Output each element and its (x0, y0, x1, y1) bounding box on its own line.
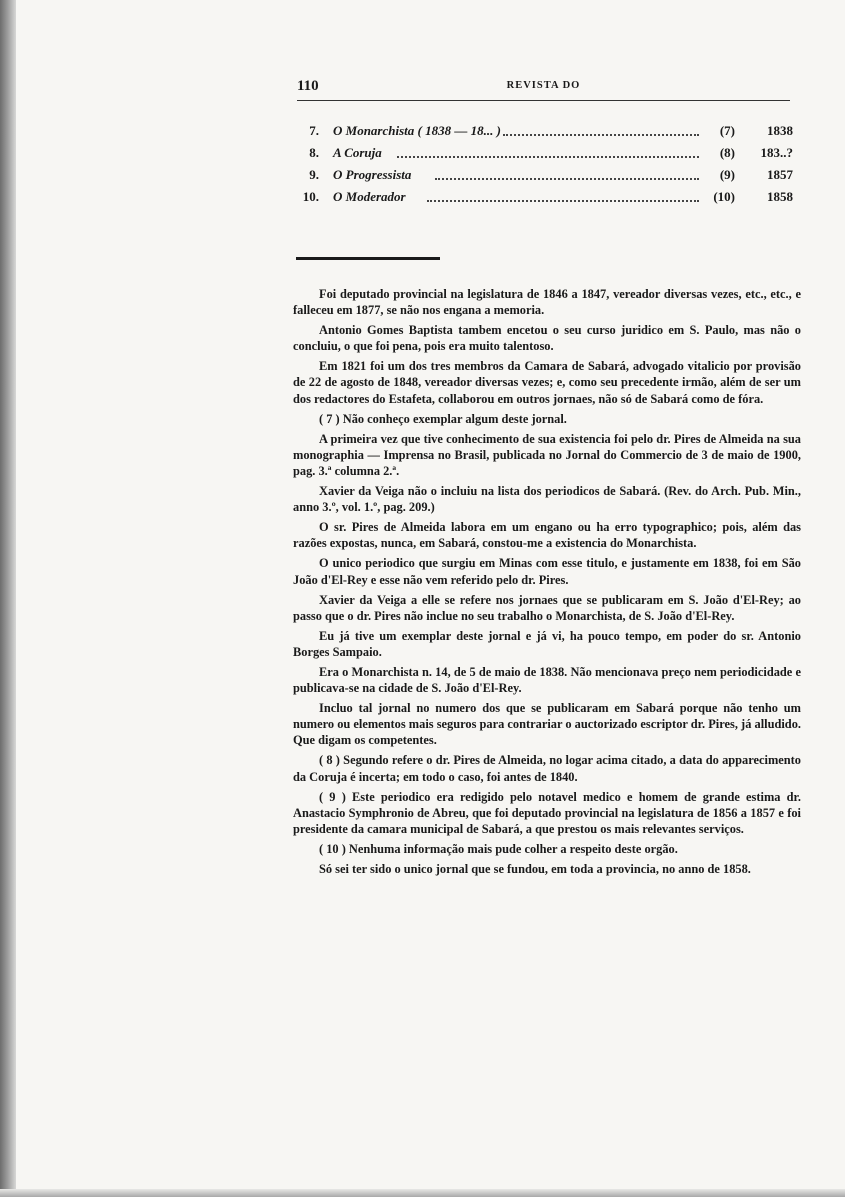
item-note-ref: (9) (719, 167, 735, 182)
scan-bottom-edge (0, 1189, 845, 1197)
dot-leader (503, 134, 699, 136)
running-title: REVISTA DO (506, 80, 581, 91)
footnote-separator (296, 257, 440, 260)
paragraph: Xavier da Veiga não o incluiu na lista dos periodicos de Sabará. (Rev. do Arch. Pub. Min., anno 3.º, vol. 1.º, pag. 209.) (293, 484, 801, 515)
list-item (297, 164, 797, 186)
paragraph: ( 7 ) Não conheço exemplar algum deste jornal. (319, 411, 567, 426)
item-number: 8. (309, 145, 319, 160)
dot-leader (397, 156, 699, 158)
paragraph: Eu já tive um exemplar deste jornal e já vi, ha pouco tempo, em poder do sr. Antonio Borges Sampaio. (293, 628, 801, 659)
footnotes (293, 286, 801, 881)
item-number: 9. (309, 167, 319, 182)
paragraph: Incluo tal jornal no numero dos que se publicaram em Sabará porque não tenho um numero ou elementos mais seguros para contrariar o auctorizado escriptor dr. Pires, já alludido. Que digam os competentes. (293, 701, 801, 748)
dot-leader (435, 178, 699, 180)
item-year: 183..? (760, 145, 793, 160)
dot-leader (427, 200, 699, 202)
paragraph: Só sei ter sido o unico jornal que se fundou, em toda a provincia, no anno de 1858. (319, 862, 751, 876)
paragraph: O unico periodico que surgiu em Minas com esse titulo, e justamente em 1838, foi em São João d'El-Rey e esse não vem referido pelo dr. Pires. (293, 556, 801, 587)
item-year: 1838 (767, 123, 793, 138)
paragraph: A primeira vez que tive conhecimento de sua existencia foi pelo dr. Pires de Almeida na sua monographia — Imprensa no Brasil, publicada no Jornal do Commercio de 3 de maio de 1900, pag. 3.ª columna 2.ª. (293, 431, 801, 478)
item-year: 1857 (767, 167, 793, 182)
paragraph: Foi deputado provincial na legislatura de 1846 a 1847, vereador diversas vezes, etc., etc., e falleceu em 1877, se não nos engana a memoria. (293, 287, 801, 318)
item-note-ref: (8) (719, 145, 735, 160)
page-header (297, 80, 790, 101)
item-note-ref: (10) (713, 189, 735, 204)
list-item (297, 120, 797, 142)
list-item (297, 142, 797, 164)
paragraph: ( 8 ) Segundo refere o dr. Pires de Almeida, no logar acima citado, a data do apparecimento da Coruja é incerta; em todo o caso, foi antes de 1840. (293, 753, 801, 784)
item-title: O Moderador (333, 189, 406, 204)
item-title: A Coruja (333, 145, 382, 160)
scan-left-edge (0, 0, 16, 1197)
item-title: O Progressista (333, 167, 412, 182)
page-number: 110 (297, 78, 319, 94)
item-number: 10. (302, 189, 319, 204)
list-item (297, 186, 797, 208)
item-number: 7. (309, 123, 319, 138)
periodicals-list (297, 120, 797, 208)
paragraph: Antonio Gomes Baptista tambem encetou o seu curso juridico em S. Paulo, mas não o concluiu, o que foi pena, pois era muito talentoso. (293, 323, 801, 354)
item-title: O Monarchista ( 1838 — 18... ) (333, 123, 501, 138)
paragraph: ( 10 ) Nenhuma informação mais pude colher a respeito deste orgão. (319, 841, 678, 856)
item-note-ref: (7) (719, 123, 735, 138)
paragraph: ( 9 ) Este periodico era redigido pelo notavel medico e homem de grande estima dr. Anastacio Symphronio de Abreu, que foi deputado provincial na legislatura de 1856 a 1857 e foi presidente da camara municipal de Sabará, a que prestou os mais relevantes serviços. (293, 789, 801, 836)
paragraph: Xavier da Veiga a elle se refere nos jornaes que se publicaram em S. João d'El-Rey; ao passo que o dr. Pires não inclue no seu trabalho o Monarchista, de S. João d'El-Rey. (293, 592, 801, 623)
paragraph: Era o Monarchista n. 14, de 5 de maio de 1838. Não mencionava preço nem periodicidade e publicava-se na cidade de S. João d'El-Rey. (293, 664, 801, 696)
paragraph: Em 1821 foi um dos tres membros da Camara de Sabará, advogado vitalicio por provisão de 22 de agosto de 1848, vereador diversas vezes; e, como seu precedente irmão, além de ser um dos redactores do Estafeta, collaborou em outros jornaes, não só de Sabará como de fóra. (293, 359, 801, 406)
paragraph: O sr. Pires de Almeida labora em um engano ou ha erro typographico; pois, além das razões expostas, nunca, em Sabará, constou-me a existencia do Monarchista. (293, 520, 801, 551)
item-year: 1858 (767, 189, 793, 204)
